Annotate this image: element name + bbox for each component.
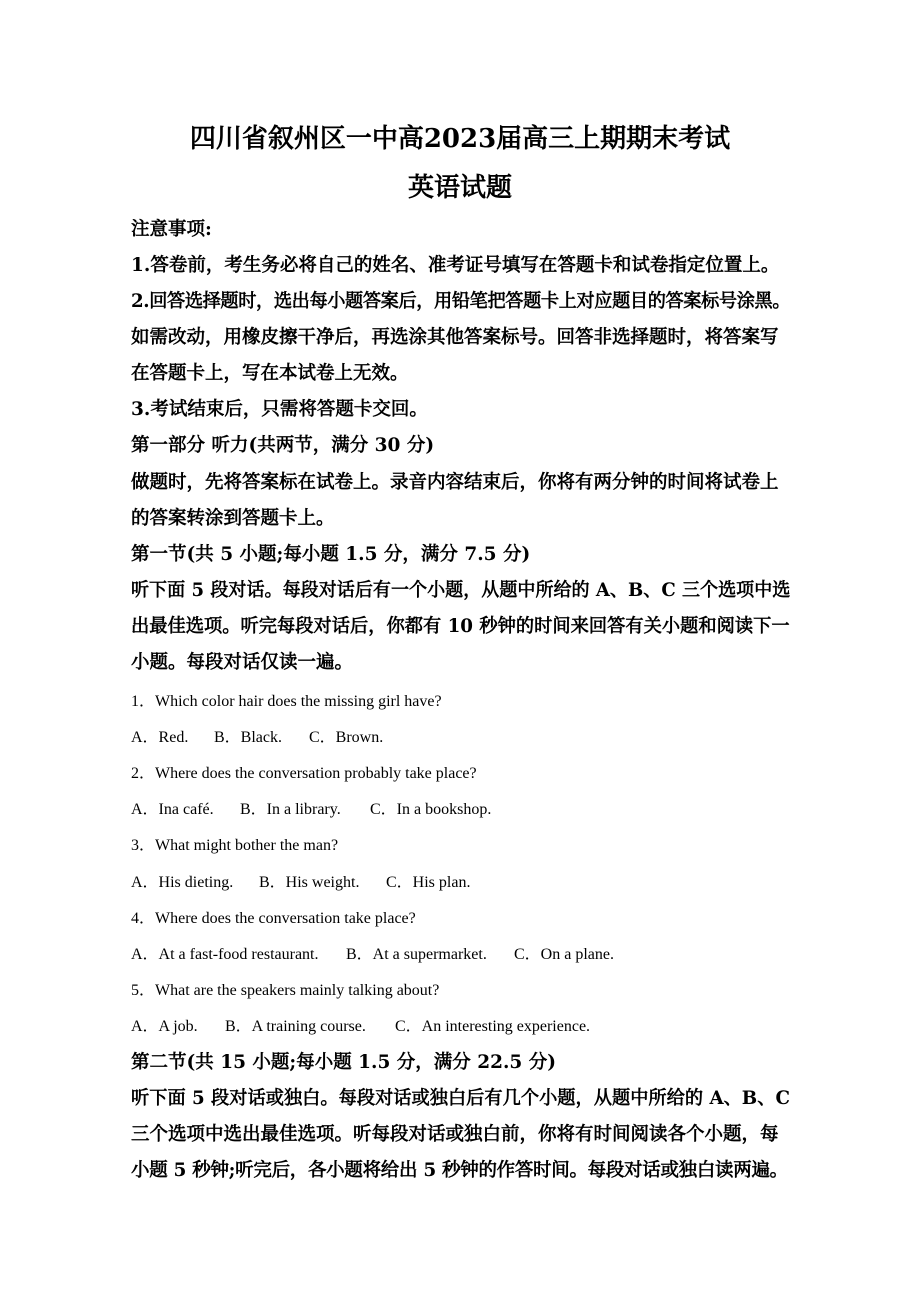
section2-intro-line-1: 听下面 5 段对话或独白。每段对话或独白后有几个小题，从题中所给的 A、B、C (131, 1088, 790, 1109)
question-4-options (131, 941, 614, 964)
option-a: A．At a fast-food restaurant. (131, 946, 319, 963)
note-2-line-3: 在答题卡上，写在本试卷上无效。 (131, 363, 409, 384)
question-4: 4．Where does the conversation take place? (131, 910, 416, 927)
section2-intro-line-3: 小题 5 秒钟;听完后，各小题将给出 5 秒钟的作答时间。每段对话或独白读两遍。 (131, 1160, 788, 1181)
option-b: B．In a library. (240, 801, 341, 818)
option-b: B．His weight. (259, 874, 360, 891)
option-b: B．At a supermarket. (346, 946, 487, 963)
question-5-options (131, 1013, 590, 1036)
question-2-options (131, 796, 491, 819)
option-c: C．Brown. (309, 729, 384, 746)
question-3-options (131, 869, 470, 892)
option-a: A．A job. (131, 1018, 198, 1035)
note-1: 1.答卷前，考生务必将自己的姓名、准考证号填写在答题卡和试卷指定位置上。 (131, 255, 780, 276)
note-2-line-2: 如需改动，用橡皮擦干净后，再选涂其他答案标号。回答非选择题时，将答案写 (131, 327, 779, 348)
section2-intro-line-2: 三个选项中选出最佳选项。听每段对话或独白前，你将有时间阅读各个小题，每 (131, 1124, 779, 1145)
option-c: C．In a bookshop. (370, 801, 492, 818)
exam-title: 四川省叙州区一中高2023届高三上期期末考试 (189, 124, 731, 154)
option-a: A．His dieting. (131, 874, 234, 891)
option-b: B．Black. (214, 729, 282, 746)
option-c: C．An interesting experience. (395, 1018, 591, 1035)
section1-heading: 第一节(共 5 小题;每小题 1.5 分，满分 7.5 分) (131, 544, 531, 565)
option-a: A．Ina café. (131, 801, 214, 818)
question-1-options (131, 724, 383, 747)
note-2-line-1: 2.回答选择题时，选出每小题答案后，用铅笔把答题卡上对应题目的答案标号涂黑。 (131, 291, 791, 312)
section1-intro-line-2: 出最佳选项。听完每段对话后，你都有 10 秒钟的时间来回答有关小题和阅读下一 (131, 616, 790, 637)
section1-intro-line-1: 听下面 5 段对话。每段对话后有一个小题，从题中所给的 A、B、C 三个选项中选 (131, 580, 791, 601)
option-c: C．On a plane. (514, 946, 614, 963)
option-a: A．Red. (131, 729, 189, 746)
option-b: B．A training course. (225, 1018, 366, 1035)
part1-intro-line-2: 的答案转涂到答题卡上。 (131, 508, 335, 529)
question-1: 1．Which color hair does the missing girl have? (131, 693, 442, 710)
notes-heading: 注意事项: (131, 219, 212, 240)
note-3: 3.考试结束后，只需将答题卡交回。 (131, 399, 428, 420)
section1-intro-line-3: 小题。每段对话仅读一遍。 (131, 652, 354, 673)
exam-subtitle: 英语试题 (407, 173, 512, 203)
question-3: 3．What might bother the man? (131, 837, 339, 854)
part1-heading: 第一部分 听力(共两节，满分 30 分) (131, 435, 435, 456)
question-2: 2．Where does the conversation probably take place? (131, 765, 477, 782)
question-5: 5．What are the speakers mainly talking about? (131, 982, 440, 999)
part1-intro-line-1: 做题时，先将答案标在试卷上。录音内容结束后，你将有两分钟的时间将试卷上 (131, 472, 779, 493)
option-c: C．His plan. (386, 874, 471, 891)
section2-heading: 第二节(共 15 小题;每小题 1.5 分，满分 22.5 分) (131, 1052, 556, 1073)
